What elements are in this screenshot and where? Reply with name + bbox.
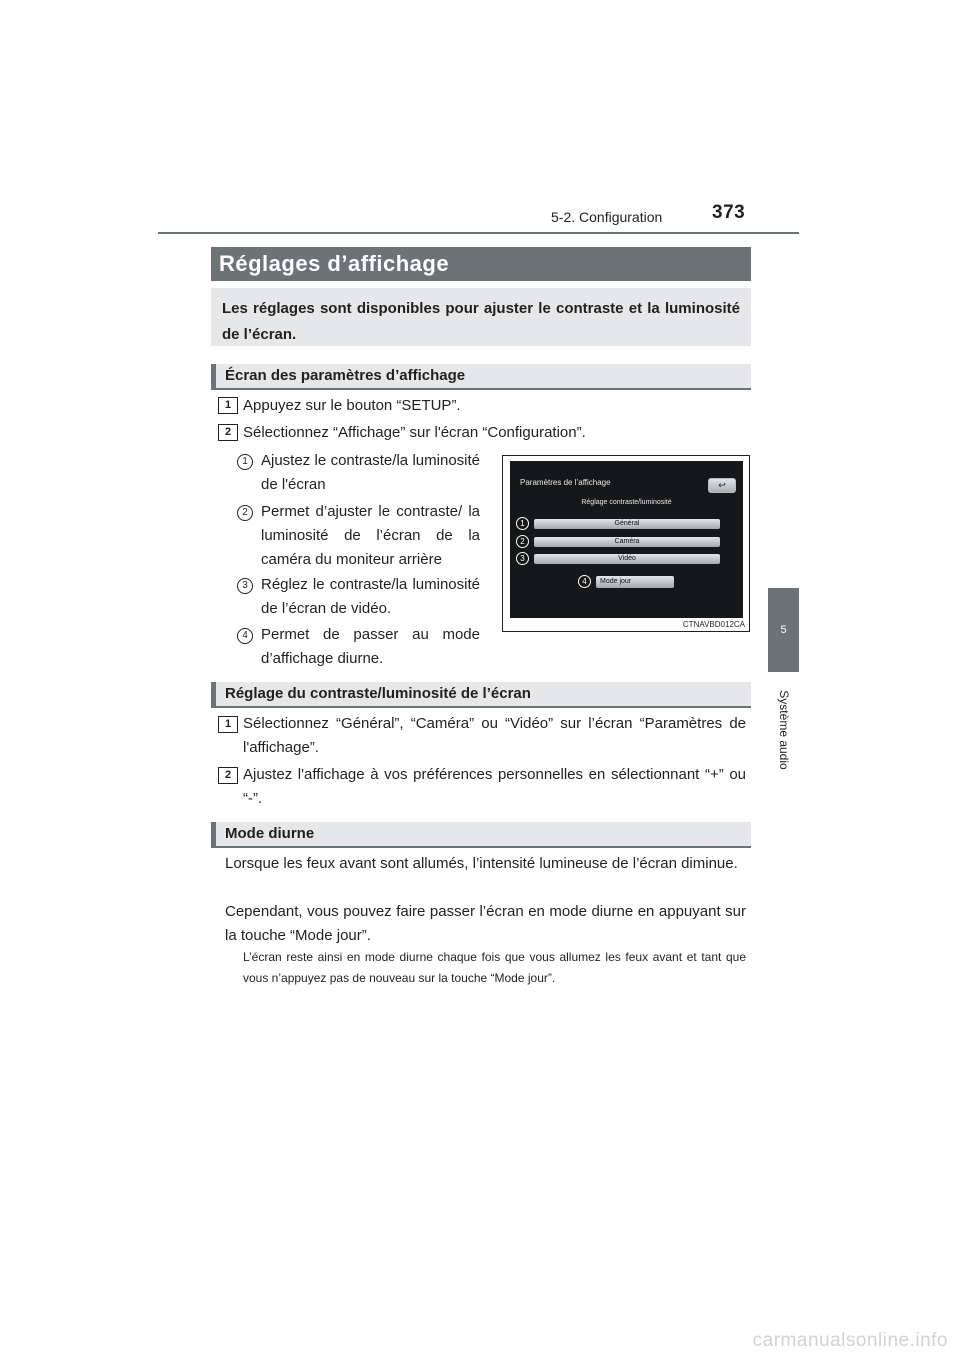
callout-text: Permet de passer au mode d’affichage diurne. bbox=[261, 626, 480, 667]
marker-1: 1 bbox=[516, 517, 529, 530]
section-heading-contrast: Réglage du contraste/luminosité de l’écran bbox=[211, 682, 751, 706]
screen-button-video: Vidéo bbox=[534, 554, 720, 564]
callout-text: Ajustez le contraste/la luminosité de l'écran bbox=[261, 452, 480, 493]
step-text: Ajustez l'affichage à vos préférences personnelles en sélectionnant “+” ou “-”. bbox=[243, 766, 746, 807]
page-title: Réglages d’affichage bbox=[211, 247, 751, 281]
step-number: 2 bbox=[218, 424, 238, 441]
screen-button-general: Général bbox=[534, 519, 720, 529]
callout-number: 1 bbox=[237, 454, 253, 470]
section-reference: 5-2. Configuration bbox=[551, 209, 663, 225]
section-heading-day-mode: Mode diurne bbox=[211, 822, 751, 846]
intro-box: Les réglages sont disponibles pour ajuster le contraste et la luminosité de l’écran. bbox=[211, 288, 751, 346]
chapter-title: Système audio bbox=[777, 690, 791, 770]
body-paragraph: Lorsque les feux avant sont allumés, l’intensité lumineuse de l’écran diminue. bbox=[225, 855, 738, 872]
callout-number: 4 bbox=[237, 628, 253, 644]
step-text: Appuyez sur le bouton “SETUP”. bbox=[243, 397, 461, 414]
callout-text: Permet d’ajuster le contraste/ la luminosité de l’écran de la caméra du moniteur arrière bbox=[261, 503, 480, 568]
screen-button-day-mode: Mode jour bbox=[596, 576, 674, 588]
marker-4: 4 bbox=[578, 575, 591, 588]
chapter-tab: 5 bbox=[768, 588, 799, 672]
marker-3: 3 bbox=[516, 552, 529, 565]
watermark bbox=[0, 1326, 960, 1358]
chapter-label bbox=[772, 680, 796, 780]
note-paragraph: L’écran reste ainsi en mode diurne chaque fois que vous allumez les feux avant et tant que vous n’appuyez pas de nouveau sur la touche “Mode jour”. bbox=[243, 950, 746, 985]
step-number: 1 bbox=[218, 397, 238, 414]
header-rule bbox=[158, 232, 799, 234]
figure-code: CTNAVBD012CA bbox=[682, 620, 745, 629]
callout-number: 3 bbox=[237, 578, 253, 594]
callout-text: Réglez le contraste/la luminosité de l’écran de vidéo. bbox=[261, 576, 480, 617]
screen-button-camera: Caméra bbox=[534, 537, 720, 547]
section-heading-display-screen: Écran des paramètres d’affichage bbox=[211, 364, 751, 388]
page-number: 373 bbox=[712, 202, 746, 223]
body-paragraph: Cependant, vous pouvez faire passer l’écran en mode diurne en appuyant sur la touche “Mode jour”. bbox=[225, 903, 746, 944]
step-number: 1 bbox=[218, 716, 238, 733]
back-icon: ↩ bbox=[708, 478, 736, 493]
screen-subtitle: Réglage contraste/luminosité bbox=[581, 499, 672, 506]
screen-capture bbox=[510, 461, 743, 618]
callout-number: 2 bbox=[237, 505, 253, 521]
watermark-text: carmanualsonline.info bbox=[752, 1330, 948, 1351]
step-text: Sélectionnez “Général”, “Caméra” ou “Vidéo” sur l’écran “Paramètres de l'affichage”. bbox=[243, 715, 746, 756]
display-settings-figure bbox=[502, 455, 750, 632]
step-text: Sélectionnez “Affichage” sur l'écran “Configuration”. bbox=[243, 424, 586, 441]
marker-2: 2 bbox=[516, 535, 529, 548]
step-number: 2 bbox=[218, 767, 238, 784]
screen-title: Paramètres de l’affichage bbox=[520, 478, 611, 487]
